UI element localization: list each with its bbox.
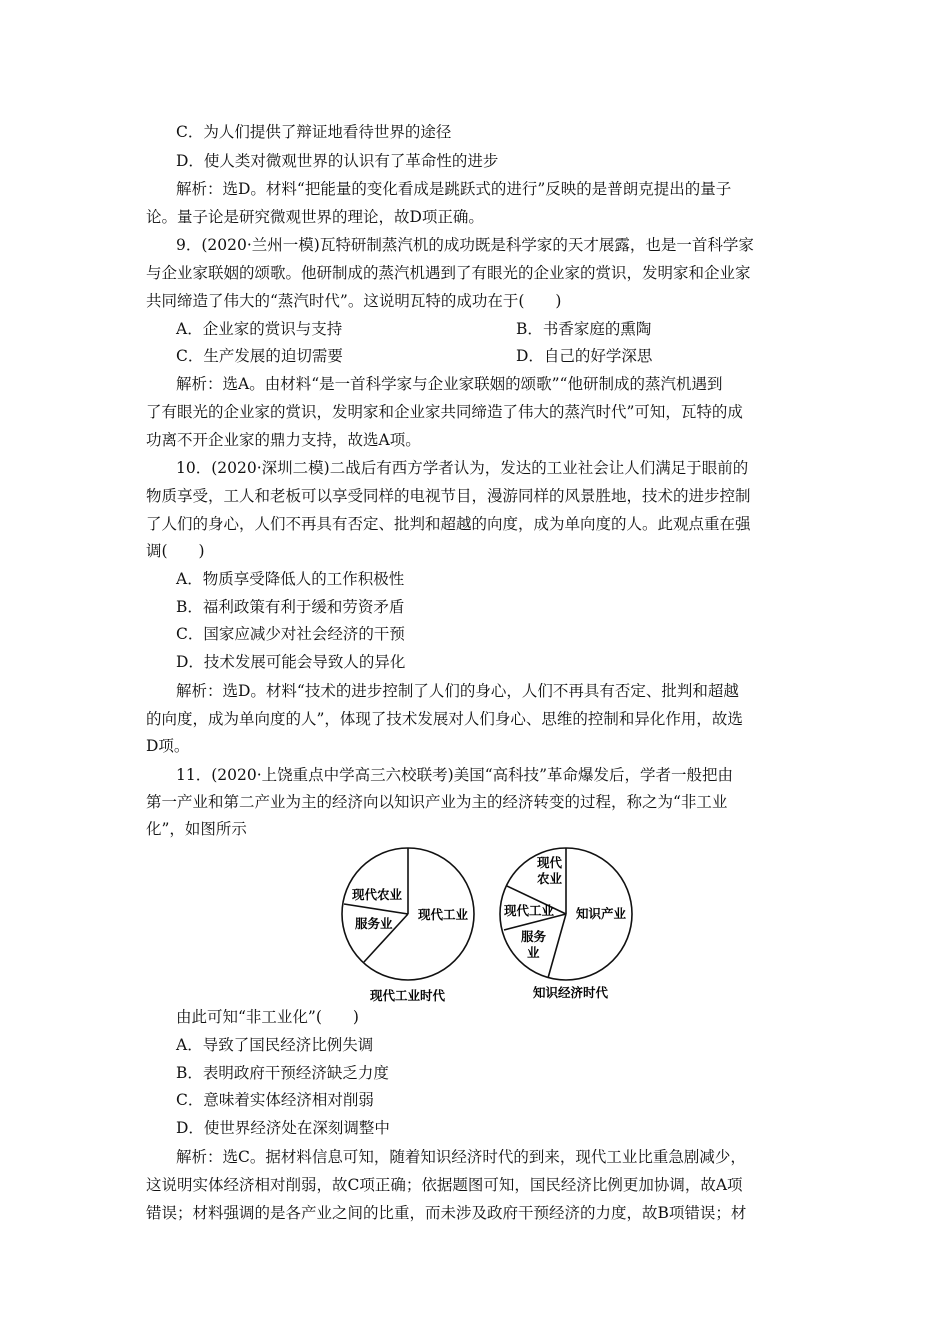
knowledge-era-knowledge-label: 知识产业 bbox=[576, 906, 627, 921]
industrial-era-industry-label: 现代工业 bbox=[418, 907, 469, 922]
q8-option-d: D．使人类对微观世界的认识有了革命性的进步 bbox=[176, 152, 499, 170]
knowledge-era-pie bbox=[500, 848, 632, 1000]
q9-stem-line-1: 9．(2020·兰州一模)瓦特研制蒸汽机的成功既是科学家的天才展露，也是一首科学家 bbox=[176, 236, 754, 254]
q11-option-b: B．表明政府干预经济缺乏力度 bbox=[176, 1064, 389, 1082]
q11-stem-line-3: 化”，如图所示 bbox=[146, 820, 247, 838]
industrial-era-caption: 现代工业时代 bbox=[370, 988, 446, 1003]
q10-analysis-line-3: D项。 bbox=[146, 737, 190, 755]
q11-stem-line-1: 11．(2020·上饶重点中学高三六校联考)美国“高科技”革命爆发后，学者一般把由 bbox=[176, 766, 734, 784]
q11-option-c: C．意味着实体经济相对削弱 bbox=[176, 1091, 374, 1109]
q11-option-a: A．导致了国民经济比例失调 bbox=[176, 1036, 374, 1054]
q9-analysis-line-1: 解析：选A。由材料“是一首科学家与企业家联姻的颂歌”“他研制成的蒸汽机遇到 bbox=[176, 375, 723, 393]
q9-stem-line-3: 共同缔造了伟大的“蒸汽时代”。这说明瓦特的成功在于( ) bbox=[146, 292, 562, 310]
q8-analysis-line-1: 解析：选D。材料“把能量的变化看成是跳跃式的进行”反映的是普朗克提出的量子 bbox=[176, 180, 732, 198]
q11-question: 由此可知“非工业化”( ) bbox=[176, 1008, 359, 1026]
economy-structure-figure bbox=[330, 838, 650, 1008]
q9-analysis-line-2: 了有眼光的企业家的赏识，发明家和企业家共同缔造了伟大的蒸汽时代”可知，瓦特的成 bbox=[146, 403, 743, 421]
q11-stem-line-2: 第一产业和第二产业为主的经济向以知识产业为主的经济转变的过程，称之为“非工业 bbox=[146, 793, 728, 811]
q10-stem-line-4: 调( ) bbox=[146, 542, 205, 560]
industrial-era-service-label: 服务业 bbox=[355, 916, 393, 931]
q10-option-c: C．国家应减少对社会经济的干预 bbox=[176, 625, 405, 643]
q11-analysis-line-3: 错误；材料强调的是各产业之间的比重，而未涉及政府干预经济的力度，故B项错误；材 bbox=[146, 1204, 747, 1222]
knowledge-era-agriculture-label-2: 农业 bbox=[537, 871, 563, 886]
knowledge-era-agriculture-label-1: 现代 bbox=[537, 855, 563, 870]
q10-analysis-line-1: 解析：选D。材料“技术的进步控制了人们的身心，人们不再具有否定、批判和超越 bbox=[176, 682, 739, 700]
knowledge-era-industry-label: 现代工业 bbox=[504, 903, 555, 918]
knowledge-era-service-label-1: 服务 bbox=[521, 929, 547, 944]
q9-option-a: A．企业家的赏识与支持 bbox=[176, 320, 343, 338]
industrial-era-pie bbox=[342, 848, 474, 1003]
q10-option-d: D．技术发展可能会导致人的异化 bbox=[176, 653, 406, 671]
q10-stem-line-2: 物质享受，工人和老板可以享受同样的电视节目，漫游同样的风景胜地，技术的进步控制 bbox=[146, 487, 751, 505]
q9-analysis-line-3: 功离不开企业家的鼎力支持，故选A项。 bbox=[146, 431, 421, 449]
q8-option-c: C．为人们提供了辩证地看待世界的途径 bbox=[176, 123, 452, 141]
q10-option-a: A．物质享受降低人的工作积极性 bbox=[176, 570, 405, 588]
q10-option-b: B．福利政策有利于缓和劳资矛盾 bbox=[176, 598, 405, 616]
q11-analysis-line-2: 这说明实体经济相对削弱，故C项正确；依据题图可知，国民经济比例更加协调，故A项 bbox=[146, 1176, 743, 1194]
q10-analysis-line-2: 的向度，成为单向度的人”，体现了技术发展对人们身心、思维的控制和异化作用，故选 bbox=[146, 710, 743, 728]
q9-option-d: D．自己的好学深思 bbox=[516, 347, 653, 365]
q9-option-b: B．书香家庭的熏陶 bbox=[516, 320, 652, 338]
q10-stem-line-3: 了人们的身心，人们不再具有否定、批判和超越的向度，成为单向度的人。此观点重在强 bbox=[146, 515, 751, 533]
q9-option-c: C．生产发展的迫切需要 bbox=[176, 347, 343, 365]
q9-stem-line-2: 与企业家联姻的颂歌。他研制成的蒸汽机遇到了有眼光的企业家的赏识，发明家和企业家 bbox=[146, 264, 751, 282]
q11-option-d: D．使世界经济处在深刻调整中 bbox=[176, 1119, 390, 1137]
q8-analysis-line-2: 论。量子论是研究微观世界的理论，故D项正确。 bbox=[146, 208, 484, 226]
knowledge-era-caption: 知识经济时代 bbox=[533, 985, 609, 1000]
q11-analysis-line-1: 解析：选C。据材料信息可知，随着知识经济时代的到来，现代工业比重急剧减少， bbox=[176, 1148, 746, 1166]
q10-stem-line-1: 10．(2020·深圳二模)二战后有西方学者认为，发达的工业社会让人们满足于眼前的 bbox=[176, 459, 749, 477]
industrial-era-agriculture-label: 现代农业 bbox=[352, 887, 403, 902]
knowledge-era-service-label-2: 业 bbox=[527, 945, 540, 960]
